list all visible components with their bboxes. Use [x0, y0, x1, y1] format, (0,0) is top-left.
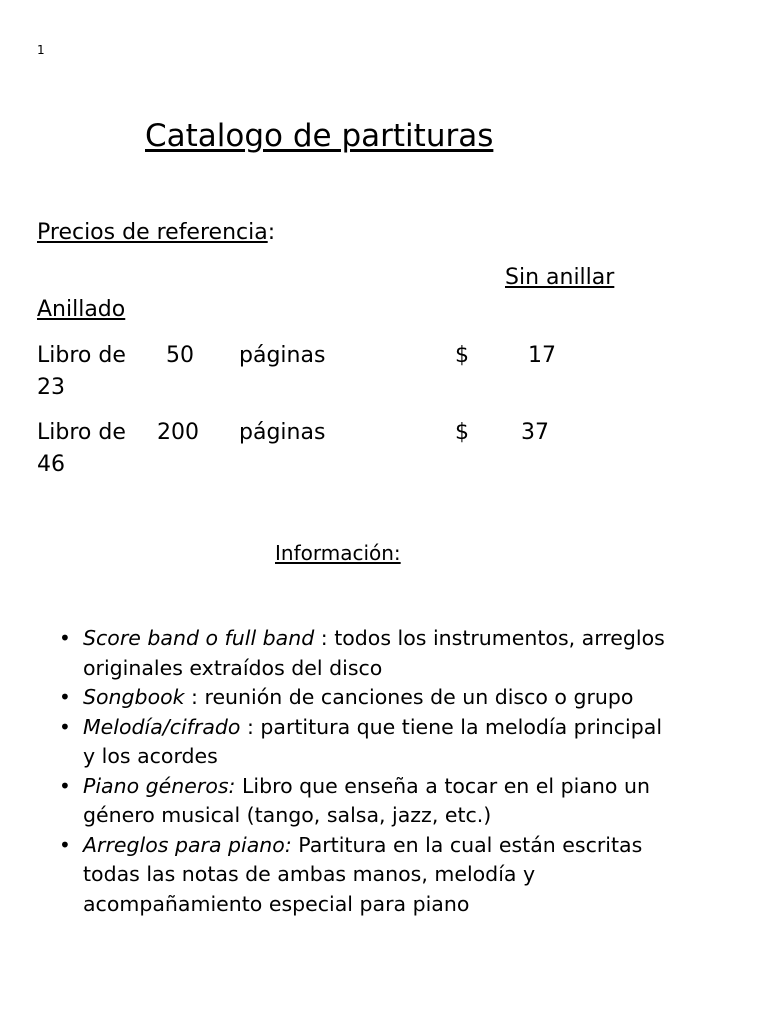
price-row-sin-anillar-value: 37	[521, 420, 549, 445]
price-row-paginas: páginas	[239, 343, 326, 368]
list-item-term: Melodía/cifrado	[83, 714, 241, 739]
list-item	[0, 772, 768, 831]
list-item-text: Libro que enseña a tocar en el piano un género musical (tango, salsa, jazz, etc.)	[83, 773, 650, 827]
list-item	[0, 624, 768, 683]
list-item	[0, 683, 768, 713]
list-item-term: Arreglos para piano:	[83, 832, 292, 857]
page-title: Catalogo de partituras	[145, 118, 494, 154]
list-item-text: : partitura que tiene la melodía principal y los acordes	[83, 714, 663, 768]
prices-heading	[37, 220, 275, 245]
info-list	[0, 624, 768, 919]
price-row-anillado-value: 46	[37, 452, 65, 477]
list-item-text: : reunión de canciones de un disco o grupo	[184, 685, 634, 709]
list-item-text: : todos los instrumentos, arreglos originales extraídos del disco	[83, 626, 665, 680]
price-row-paginas: páginas	[239, 420, 326, 445]
prices-heading-text: Precios de referencia	[37, 220, 268, 245]
price-row-pages-count: 50	[166, 343, 194, 368]
page-number: 1	[37, 43, 45, 57]
price-row-currency: $	[455, 343, 469, 368]
list-item-text: Partitura en la cual están escritas todas las notas de ambas manos, melodía y acompañamiento especial para piano	[83, 832, 643, 916]
list-item-term: Songbook	[83, 685, 185, 709]
column-header-sin-anillar: Sin anillar	[505, 265, 615, 290]
info-heading: Información:	[275, 541, 401, 565]
price-row-currency: $	[455, 420, 469, 445]
list-item	[0, 713, 768, 772]
list-item	[0, 831, 768, 920]
column-header-anillado: Anillado	[37, 297, 126, 322]
prices-heading-colon: :	[267, 220, 276, 245]
list-item-term: Score band o full band	[83, 626, 315, 650]
price-row-anillado-value: 23	[37, 375, 65, 400]
price-row-sin-anillar-value: 17	[528, 343, 556, 368]
price-row-libro: Libro de	[37, 420, 126, 445]
list-item-term: Piano géneros:	[83, 773, 236, 798]
price-row-pages-count: 200	[157, 420, 199, 445]
price-row-libro: Libro de	[37, 343, 126, 368]
